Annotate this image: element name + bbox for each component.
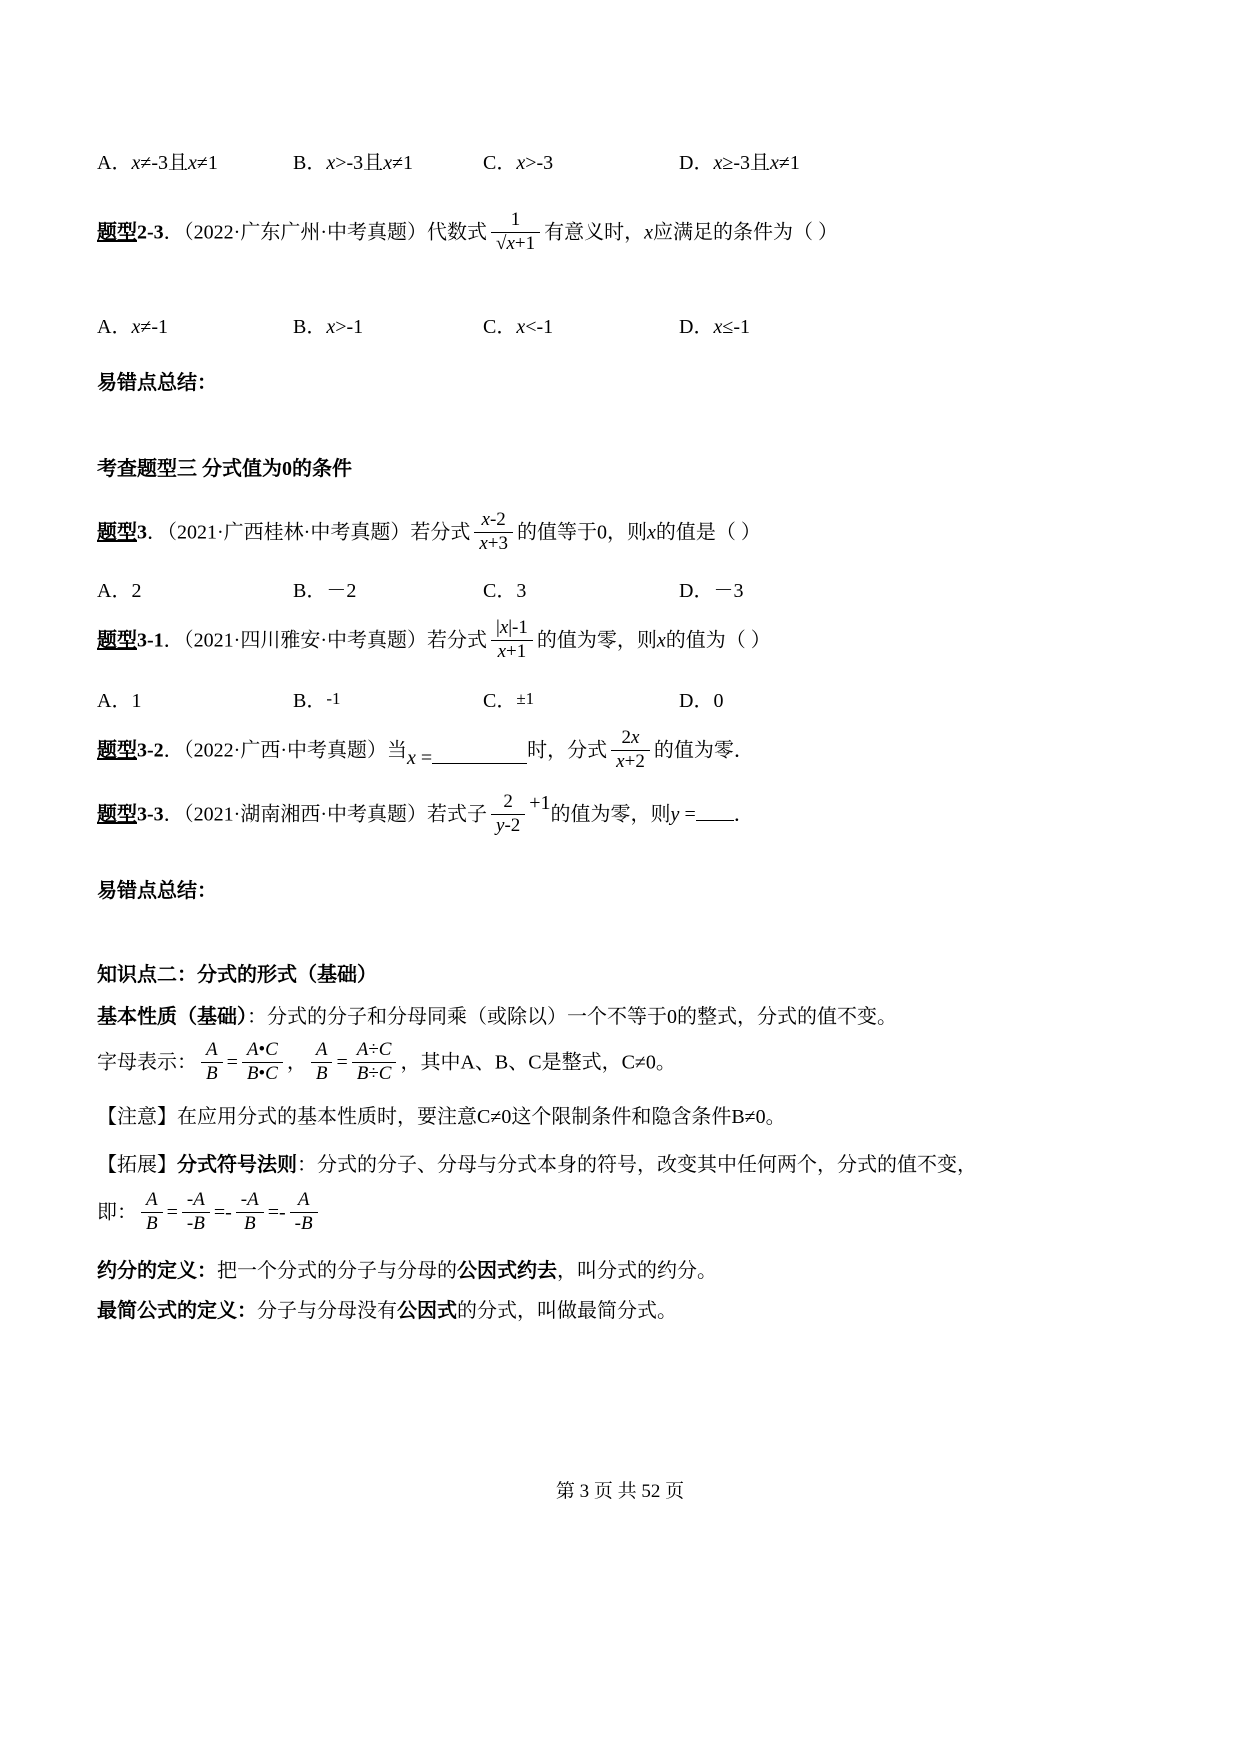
option-d: D．－3 bbox=[679, 580, 744, 603]
option-d: D．0 bbox=[679, 690, 724, 713]
question-label: 题型 bbox=[97, 521, 137, 544]
options-row-q3 bbox=[97, 578, 1144, 604]
error-summary-heading: 易错点总结： bbox=[97, 372, 217, 395]
basic-property: 基本性质（基础）：分式的分子和分母同乘（或除以）一个不等于0的整式，分式的值不变。 bbox=[97, 1006, 897, 1029]
option-c: C．x<-1 bbox=[483, 316, 554, 339]
question-source: （2021·湖南湘西·中考真题）若式子 bbox=[183, 803, 487, 826]
fraction: $\frac{-A}{-B}$ bbox=[182, 1190, 210, 1234]
fraction: $\frac{A}{B}$ bbox=[141, 1190, 163, 1234]
fraction: $\frac{2x}{x+2}$ bbox=[611, 728, 650, 772]
option-b: B．x>-3且x≠1 bbox=[293, 152, 414, 174]
fraction: $\frac{2}{y-2}$ bbox=[491, 792, 525, 836]
fraction: $\frac{A•C}{B•C}$ bbox=[242, 1040, 283, 1084]
error-summary-heading: 易错点总结： bbox=[97, 880, 217, 903]
option-c: C．3 bbox=[483, 580, 527, 603]
question-label: 题型 bbox=[97, 221, 137, 244]
option-b: B．－2 bbox=[293, 580, 357, 603]
option-a: A．x≠-3且x≠1 bbox=[97, 152, 218, 174]
fraction: $\frac{A}{B}$ bbox=[201, 1040, 223, 1084]
fraction: $\frac{A}{-B}$ bbox=[290, 1190, 318, 1234]
fraction: $\frac{x-2}{x+3}$ bbox=[474, 510, 513, 554]
options-row-q2-2 bbox=[97, 150, 1144, 176]
option-c: C．±1 bbox=[483, 689, 535, 713]
plus-one-term: +1 bbox=[529, 791, 551, 814]
options-row-q2-3 bbox=[97, 314, 1144, 340]
option-c: C．x>-3 bbox=[483, 152, 554, 174]
section-heading-type3: 考查题型三 分式值为0的条件 bbox=[97, 458, 352, 481]
simplest-fraction-definition: 最简公式的定义：分子与分母没有公因式的分式，叫做最简分式。 bbox=[97, 1300, 677, 1323]
note-line: 【注意】在应用分式的基本性质时，要注意C≠0这个限制条件和隐含条件B≠0。 bbox=[97, 1106, 786, 1129]
sign-rule-formula: 即： $\frac{A}{B}$ = $\frac{-A}{-B}$ =- $\frac{-A}{B}$ =- $\frac{A}{-B}$ bbox=[97, 1192, 1144, 1236]
question-label: 题型 bbox=[97, 803, 137, 826]
option-d: D．x≤-1 bbox=[679, 316, 750, 339]
radical-icon: √ bbox=[496, 232, 507, 254]
question-label: 题型 bbox=[97, 629, 137, 652]
question-label: 题型 bbox=[97, 739, 137, 762]
question-3-3: 题型3-3．（2021·湖南湘西·中考真题）若式子 $\frac{2}{y-2}$ +1的值为零，则y = ． bbox=[97, 791, 754, 836]
options-row-q3-1 bbox=[97, 688, 1144, 714]
question-3: 题型3．（2021·广西桂林·中考真题）若分式 $\frac{x-2}{x+3}$ 的值等于0，则x的值是（ ） bbox=[97, 509, 761, 554]
option-b: B．x>-1 bbox=[293, 316, 364, 339]
answer-blank bbox=[432, 743, 527, 764]
fraction: $\frac{1}{√x+1}$ bbox=[491, 210, 540, 254]
answer-blank bbox=[696, 800, 734, 821]
fraction: $\frac{-A}{B}$ bbox=[236, 1190, 264, 1234]
option-a: A．1 bbox=[97, 690, 142, 713]
fraction: $\frac{|x|-1}{x+1}$ bbox=[491, 618, 533, 662]
letter-formula: 字母表示： $\frac{A}{B}$ = $\frac{A•C}{B•C}$ ， $\frac{A}{B}$ = $\frac{A\div C}{B\div C}$ ，其中A、B、C是整式，C≠0。 bbox=[97, 1039, 676, 1084]
option-a: A．x≠-1 bbox=[97, 316, 168, 339]
question-3-2: 题型3-2．（2022·广西·中考真题）当x = 时，分式 $\frac{2x}{x+2}$ 的值为零． bbox=[97, 727, 754, 772]
option-a: A．2 bbox=[97, 580, 142, 603]
fill-blank-equation: x = bbox=[407, 747, 527, 769]
question-source: （2021·广西桂林·中考真题）若分式 bbox=[167, 521, 471, 544]
question-source: （2022·广西·中考真题）当 bbox=[183, 739, 407, 762]
question-source: （2022·广东广州·中考真题）代数式 bbox=[183, 221, 487, 244]
fraction: $\frac{A}{B}$ bbox=[311, 1040, 333, 1084]
knowledge-point-heading: 知识点二：分式的形式（基础） bbox=[97, 964, 377, 987]
question-source: （2021·四川雅安·中考真题）若分式 bbox=[183, 629, 487, 652]
option-b: B．-1 bbox=[293, 689, 341, 713]
question-3-1: 题型3-1．（2021·四川雅安·中考真题）若分式 $\frac{|x|-1}{x+1}$ 的值为零，则x的值为（ ） bbox=[97, 617, 771, 662]
page-footer: 第 3 页 共 52 页 bbox=[555, 1481, 685, 1502]
radical-expression: √x+1 bbox=[491, 232, 540, 255]
fraction: $\frac{A\div C}{B\div C}$ bbox=[352, 1040, 397, 1084]
reduce-definition: 约分的定义：把一个分式的分子与分母的公因式约去，叫分式的约分。 bbox=[97, 1260, 717, 1283]
option-d: D．x≥-3且x≠1 bbox=[679, 152, 800, 174]
expand-line: 【拓展】分式符号法则：分式的分子、分母与分式本身的符号，改变其中任何两个，分式的值不变， bbox=[97, 1154, 977, 1177]
question-2-3: 题型2-3．（2022·广东广州·中考真题）代数式 $\frac{1}{√x+1}$ 有意义时，x应满足的条件为（ ） bbox=[97, 209, 838, 254]
